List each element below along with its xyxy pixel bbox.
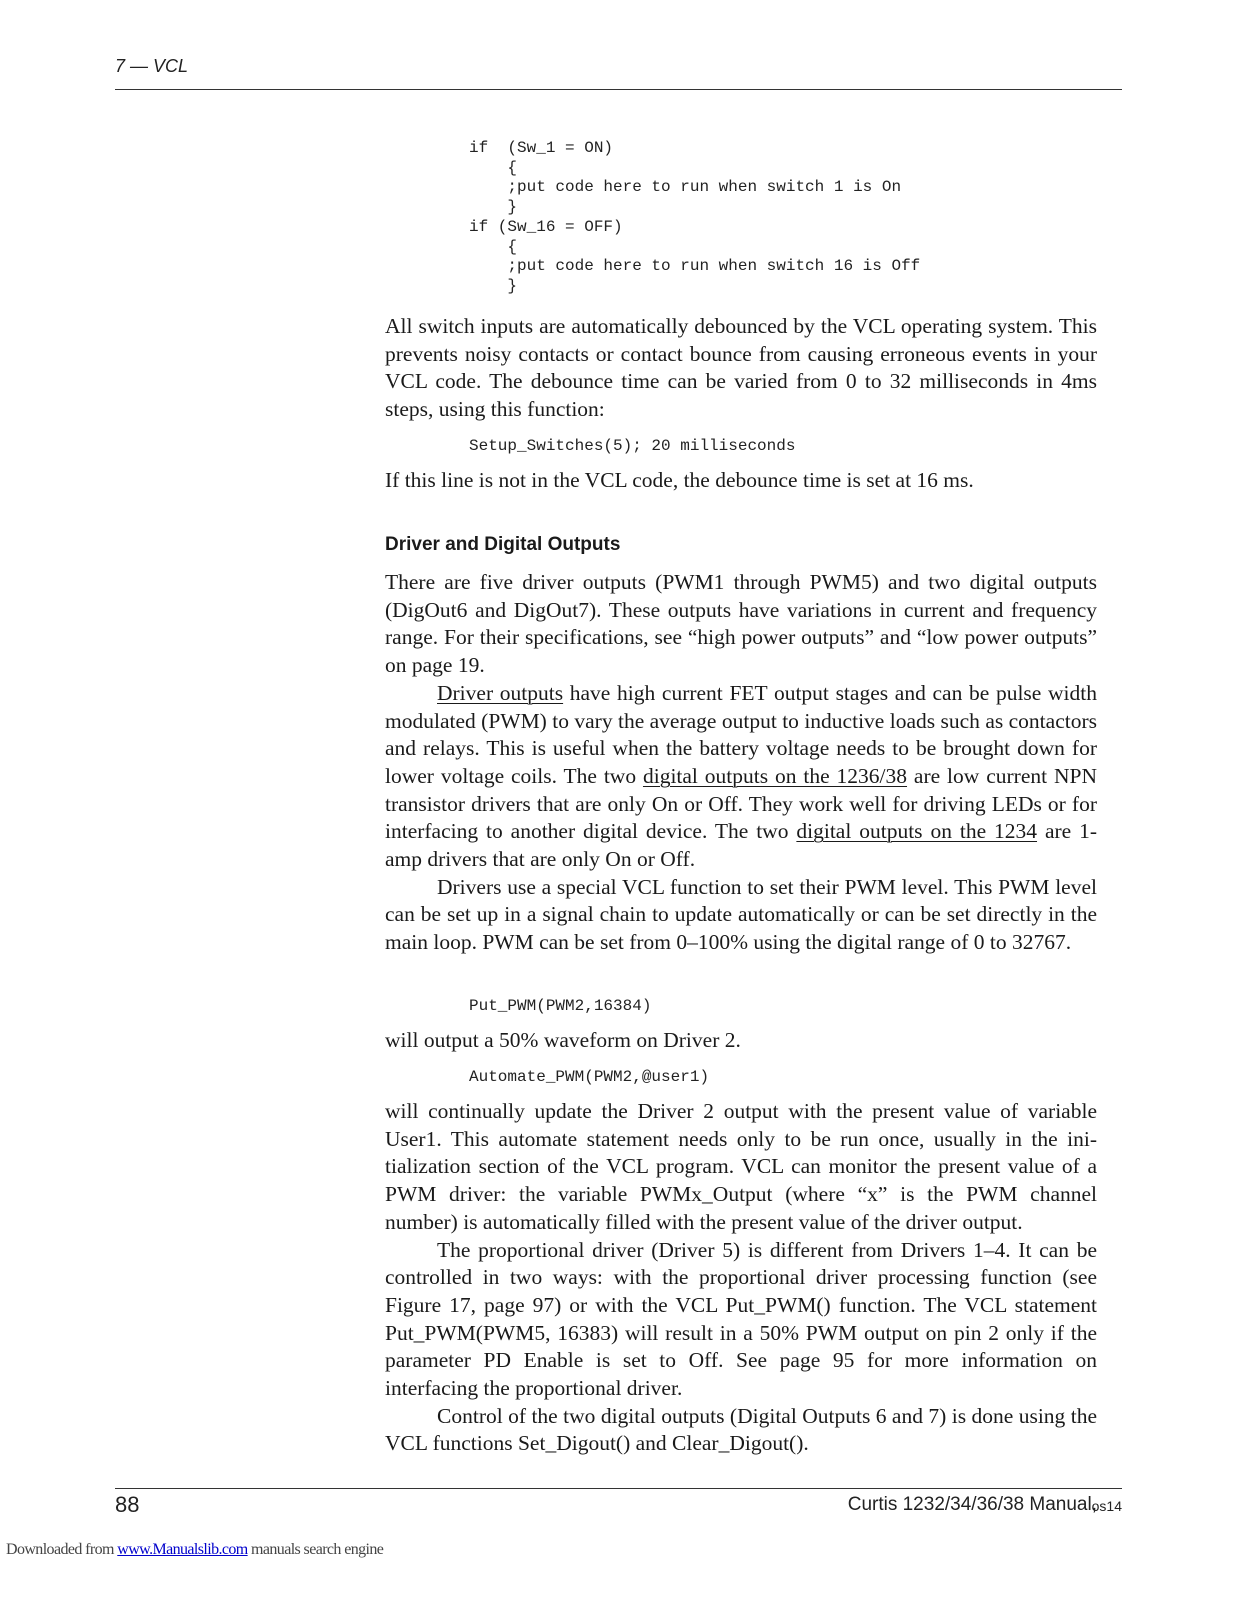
- put-pwm-result: [385, 1027, 1097, 1055]
- paragraph-50-percent: will output a 50% waveform on Driver 2.: [385, 1028, 741, 1052]
- paragraph-digital-control: Control of the two digital outputs (Digital Outputs 6 and 7) is done using the VCL functions Set_Digout() and Clear_Digout().: [385, 1403, 1097, 1456]
- term-driver-outputs: Driver outputs: [437, 680, 564, 705]
- footer-rule: [115, 1488, 1122, 1489]
- debounce-section: [385, 313, 1097, 424]
- page-number: 88: [115, 1492, 140, 1517]
- manualslib-link[interactable]: www.Manualslib.com: [117, 1541, 248, 1558]
- term-digital-outputs-1234: digital outputs on the 1234: [796, 819, 1038, 844]
- section-heading: Driver and Digital Outputs: [385, 534, 621, 555]
- code-automate-pwm: Automate_PWM(PWM2,@user1): [469, 1068, 710, 1086]
- paragraph-proportional-driver: The proportional driver (Driver 5) is different from Drivers 1–4. It can be controlled in two ways: with the proportional driver processing function (see Figure 17, page 97) or with the VCL Put_PWM() function. The VCL statement Put_PWM(PWM5, 16383) will result in a 50% PWM output on pin 2 only if the parameter PD Enable is set to Off. See page 95 for more information on interfacing the proportional driver.: [385, 1237, 1097, 1401]
- download-prefix: Downloaded from: [6, 1541, 118, 1558]
- download-suffix: manuals search engine: [247, 1541, 384, 1558]
- paragraph-automate: will continually update the Driver 2 output with the present value of variable User1. This automate statement needs only to be run once, usually in the initialization section of the VCL program. VCL can monitor the present value of a PWM driver: the variable PWMx_Output (where “x” is the PWM channel number) is automatically filled with the present value of the driver output.: [385, 1099, 1097, 1234]
- driver-text-1: have high current FET output stages and can be pulse width modulated (PWM) to vary the average output to inductive loads such as contactors and relays. This is useful when the battery voltage needs to be brought down for lower voltage coils. The two: [385, 680, 1097, 788]
- driver-text-2: are low current NPN transistor drivers that are only On or Off. They work well for driving LEDs or for interfacing to another digital device. The two: [385, 763, 1097, 844]
- chapter-header: 7 — VCL: [115, 56, 189, 76]
- default-section: [385, 467, 1097, 495]
- automate-section: [385, 1098, 1097, 1458]
- paragraph-debounce: All switch inputs are automatically debounced by the VCL operating system. This prevents noisy contacts or contact bounce from causing erroneous events in your VCL code. The debounce time can be varied from 0 to 32 milliseconds in 4ms steps, using this function:: [385, 314, 1097, 422]
- paragraph-driver-intro: There are five driver outputs (PWM1 through PWM5) and two digital outputs (DigOut6 and DigOut7). These outputs have variations in current and frequency range. For their specifications, see “high power outputs” and “low power outputs” on page 19.: [385, 570, 1097, 678]
- paragraph-default-debounce: If this line is not in the VCL code, the debounce time is set at 16 ms.: [385, 468, 974, 492]
- term-digital-outputs-1236: digital outputs on the 1236/38: [642, 763, 908, 788]
- manual-title: Curtis 1232/34/36/38 Manual,: [847, 1494, 1097, 1515]
- paragraph-driver-outputs: [385, 680, 1097, 874]
- code-setup-switches: Setup_Switches(5); 20 milliseconds: [469, 437, 796, 455]
- download-footer: [6, 1541, 383, 1559]
- code-switch-example: if (Sw_1 = ON) { ;put code here to run when switch 1 is On } if (Sw_16 = OFF) { ;put code here to run when switch 16 is Off }: [469, 139, 921, 295]
- paragraph-pwm-level: Drivers use a special VCL function to set their PWM level. This PWM level can be set up in a signal chain to update automatically or can be set directly in the main loop. PWM can be set from 0–100% using the digital range of 0 to 32767.: [385, 874, 1097, 955]
- header-rule: [115, 89, 1122, 90]
- code-put-pwm: Put_PWM(PWM2,16384): [469, 997, 652, 1015]
- manual-version: os14: [1091, 1498, 1122, 1514]
- driver-text-3: are 1-amp drivers that are only On or Off.: [385, 819, 1098, 872]
- driver-section: [385, 569, 1097, 957]
